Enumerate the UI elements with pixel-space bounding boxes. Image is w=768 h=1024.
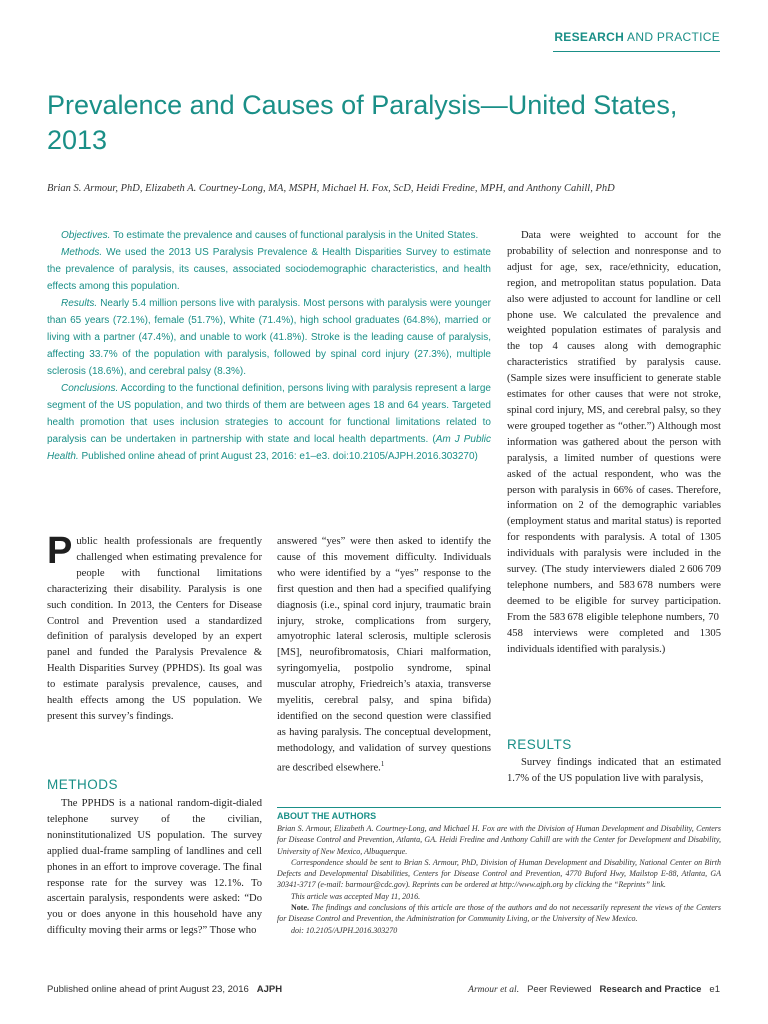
abstract: [47, 227, 491, 465]
about-rule: [277, 807, 721, 808]
weighting-text: Data were weighted to account for the probability of selection and nonresponse and to adjust for age, sex, race/ethnicity, education, region, and metropolitan status population. Data also were adjusted to account for landline or cell phone use. We calculated the prevalence and weighted population estimates of paralysis and the top 4 causes along with demographic characteristics stratified by paralysis cause. (Sample sizes were insufficient to generate stable estimates for other causes that were not stroke, spinal cord injury, MS, and cerebral palsy, so they were grouped together as “other.”) Although most information was gathered about the person with paralysis, a limited number of questions were asked of the actual respondent, who was the person with paralysis in 66% of cases. Therefore, information on 2 of the demographic variables (employment status and marital status) is reported for respondents with paralysis. A total of 1305 individuals with paralysis were included in the survey. (The study interviewers dialed 2 606 709 telephone numbers, and 583 678 numbers were deemed to be eligible for survey participation. From the 583 678 eligible telephone numbers, 70 458 interviews were completed and 1305 individuals identified with paralysis.): [507, 230, 721, 655]
section-tag-rule: [553, 51, 720, 52]
citation-journal: Am J Public Health.: [47, 434, 492, 462]
abstract-conclusions-text: According to the functional definition, persons living with paralysis represent a large segment of the US population, and two thirds of them are between ages 18 and 64 years. Targeted health promotion that uses inclusion strategies to account for functional limitations related to paralysis can be undertaken in partnership with state and local health departments.: [47, 383, 491, 445]
abstract-methods-text: We used the 2013 US Paralysis Prevalence & Health Disparities Survey to estimate the prevalence of paralysis, its causes, associated sociodemographic characteristics, and health effects among this population.: [47, 247, 491, 292]
footer-left: [47, 984, 282, 995]
about-the-authors-box: [277, 807, 721, 936]
about-body: [277, 823, 721, 936]
about-note-label: Note.: [291, 903, 309, 913]
abstract-methods: [47, 244, 491, 295]
abstract-methods-label: Methods.: [61, 247, 103, 258]
abstract-objectives-label: Objectives.: [61, 230, 111, 241]
section-tag: [554, 30, 720, 44]
about-doi: doi: 10.2105/AJPH.2016.303270: [291, 925, 398, 935]
abstract-objectives: [47, 227, 491, 244]
about-heading: ABOUT THE AUTHORS: [277, 811, 377, 821]
abstract-results-text: Nearly 5.4 million persons live with paralysis. Most persons with paralysis were younger than 65 years (72.1%), female (51.7%), White (71.4%), high school graduates (64.8%), married or living with a partner (47.4%), and unable to work (41.8%). Stroke is the leading cause of paralysis, affecting 33.7% of the population with paralysis, followed by spinal cord injury (27.3%), multiple sclerosis (18.6%), and cerebral palsy (8.3%).: [47, 298, 491, 377]
methods-continued: [277, 534, 491, 776]
methods-weighting: [507, 228, 721, 657]
footer-journal: AJPH: [256, 984, 283, 995]
footer-published: Published online ahead of print August 23, 2016: [47, 984, 249, 995]
footer-page-number: e1: [709, 984, 720, 995]
footer-right: [460, 984, 720, 995]
article-title: Prevalence and Causes of Paralysis—United States, 2013: [47, 90, 678, 155]
about-note: [277, 902, 721, 925]
footer-authors: Armour et al.: [468, 985, 520, 995]
intro-paragraph: [47, 530, 262, 725]
about-correspondence: Correspondence should be sent to Brian S. Armour, PhD, Division of Human Development and Disability, National Center on Birth Defects and Developmental Disabilities, Centers for Disease Control and Prevention, 4770 Buford Hwy, Mailstop E-88, Atlanta, GA 30341-3717 (e-mail: barmour@cdc.gov). Reprints can be ordered at http://www.ajph.org by clicking the “Reprints” link.: [277, 857, 721, 890]
intro-text: ublic health professionals are frequently challenged when estimating prevalence for people with functional limitations characterizing their disability. Paralysis is one such condition. In 2013, the Centers for Disease Control and Prevention used a standardized definition of paralysis developed by an expert panel and funded the Paralysis Prevalence & Health Disparities Survey (PPHDS). Its goal was to estimate paralysis prevalence, causes, and health effects among the US population. We present this survey’s findings.: [47, 536, 262, 722]
results-text: Survey findings indicated that an estimated 1.7% of the US population live with paralysis,: [507, 757, 721, 784]
reference-marker: 1: [380, 759, 385, 768]
author-list: Brian S. Armour, PhD, Elizabeth A. Courtney-Long, MA, MSPH, Michael H. Fox, ScD, Heidi Fredine, MPH, and Anthony Cahill, PhD: [47, 183, 615, 194]
methods-paragraph-1: [47, 796, 262, 939]
citation-rest: Published online ahead of print August 23, 2016: e1–e3. doi:10.2105/AJPH.2016.303270): [78, 451, 478, 462]
footer-peer-reviewed: Peer Reviewed: [527, 984, 592, 995]
methods-continued-text: answered “yes” were then asked to identify the cause of this movement difficulty. Individuals who were identified by a “yes” response to the first question and then had a specified qualifying diagnosis (i.e., spinal cord injury, traumatic brain injury, stroke, complications from surgery, amyotrophic lateral sclerosis, multiple sclerosis [MS], neurofibromatosis, Chiari malformation, syringomyelia, postpolio syndrome, spinal muscular atrophy, Friedreich’s ataxia, transverse myelitis, cerebral palsy, and spina bifida) identified on the second question were classified as having paralysis. The conceptual development, methodology, and validation of survey questions are described elsewhere.: [277, 536, 491, 774]
about-affiliation: Brian S. Armour, Elizabeth A. Courtney-Long, and Michael H. Fox are with the Division of Human Development and Disability, Centers for Disease Control and Prevention, Atlanta, GA. Heidi Fredine and Anthony Cahill are with the Center for Development and Disability, University of New Mexico, Albuquerque.: [277, 824, 721, 856]
footer-section: Research and Practice: [599, 984, 702, 995]
results-heading: RESULTS: [507, 737, 572, 752]
about-note-text: The findings and conclusions of this article are those of the authors and do not necessarily represent the views of the Centers for Disease Control and Prevention, the Administration for Community Living, or the University of New Mexico.: [277, 903, 721, 924]
section-tag-bold: RESEARCH: [554, 30, 625, 44]
results-paragraph: [507, 755, 721, 787]
drop-cap: P: [47, 530, 73, 572]
section-tag-rest: AND PRACTICE: [624, 30, 720, 44]
about-accepted: This article was accepted May 11, 2016.: [291, 891, 421, 901]
methods-text: The PPHDS is a national random-digit-dialed telephone survey of the civilian, noninstitutionalized US population. The survey applied dual-frame sampling of landlines and cell phones in an effort to improve coverage. The final response rate for the survey was 12.1%. To ascertain paralysis, respondents were asked: “Do you or does anyone in this household have any difficulty moving their arms or legs?” Those who: [47, 798, 262, 937]
abstract-results: [47, 295, 491, 380]
abstract-conclusions-label: Conclusions.: [61, 383, 119, 394]
abstract-results-label: Results.: [61, 298, 98, 309]
citation-open: (: [428, 434, 436, 445]
abstract-objectives-text: To estimate the prevalence and causes of functional paralysis in the United States.: [110, 230, 479, 241]
methods-heading: METHODS: [47, 777, 118, 792]
abstract-conclusions: [47, 380, 491, 465]
